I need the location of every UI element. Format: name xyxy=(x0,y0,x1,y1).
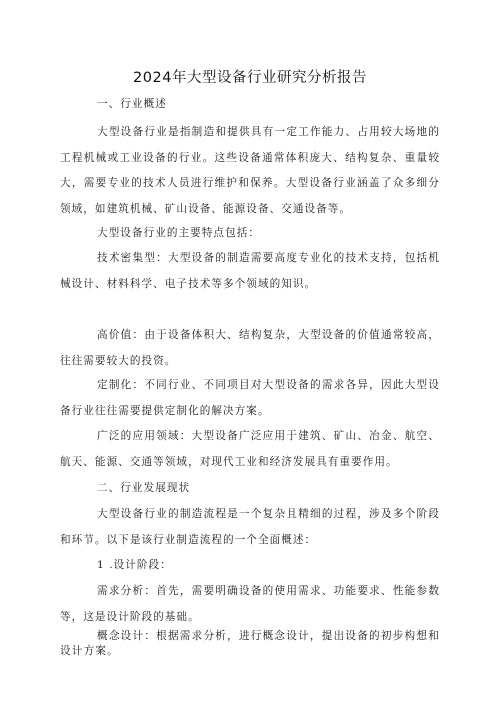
paragraph-customization: 定制化：不同行业、不同项目对大型设备的需求各异，因此大型设备行业往往需要提供定制化的解决方案。 xyxy=(60,379,440,417)
paragraph-manufacturing-process: 大型设备行业的制造流程是一个复杂且精细的过程，涉及多个阶段和环节。以下是该行业制造流程的一个全面概述： xyxy=(60,508,440,546)
paragraph-tech-intensive: 技术密集型：大型设备的制造需要高度专业化的技术支持，包括机械设计、材料科学、电子技术等多个领域的知识。 xyxy=(60,252,440,290)
section-heading-overview: 一、行业概述 xyxy=(97,98,167,110)
list-item-design-stage: 1 .设计阶段： xyxy=(97,559,172,571)
section-heading-status: 二、行业发展现状 xyxy=(97,482,191,494)
paragraph-industry-definition: 大型设备行业是指制造和提供具有一定工作能力、占用较大场地的工程机械或工业设备的行业。这些设备通常体积庞大、结构复杂、重量较大，需要专业的技术人员进行维护和保养。大型设备行业涵盖了众多细分领域，如建筑机械、矿山设备、能源设备、交通设备等。 xyxy=(60,126,440,215)
document-title: 2024年大型设备行业研究分析报告 xyxy=(133,70,367,86)
paragraph-applications: 广泛的应用领域：大型设备广泛应用于建筑、矿山、冶金、航空、航天、能源、交通等领域，对现代工业和经济发展具有重要作用。 xyxy=(60,430,440,468)
paragraph-high-value: 高价值：由于设备体积大、结构复杂，大型设备的价值通常较高，往往需要较大的投资。 xyxy=(60,329,440,367)
paragraph-features-intro: 大型设备行业的主要特点包括： xyxy=(97,227,261,239)
paragraph-requirements-analysis: 需求分析：首先，需要明确设备的使用需求、功能要求、性能参数等，这是设计阶段的基础。 xyxy=(60,585,440,623)
paragraph-concept-design: 概念设计：根据需求分析，进行概念设计，提出设备的初步构想和设计方案。 xyxy=(60,630,440,657)
